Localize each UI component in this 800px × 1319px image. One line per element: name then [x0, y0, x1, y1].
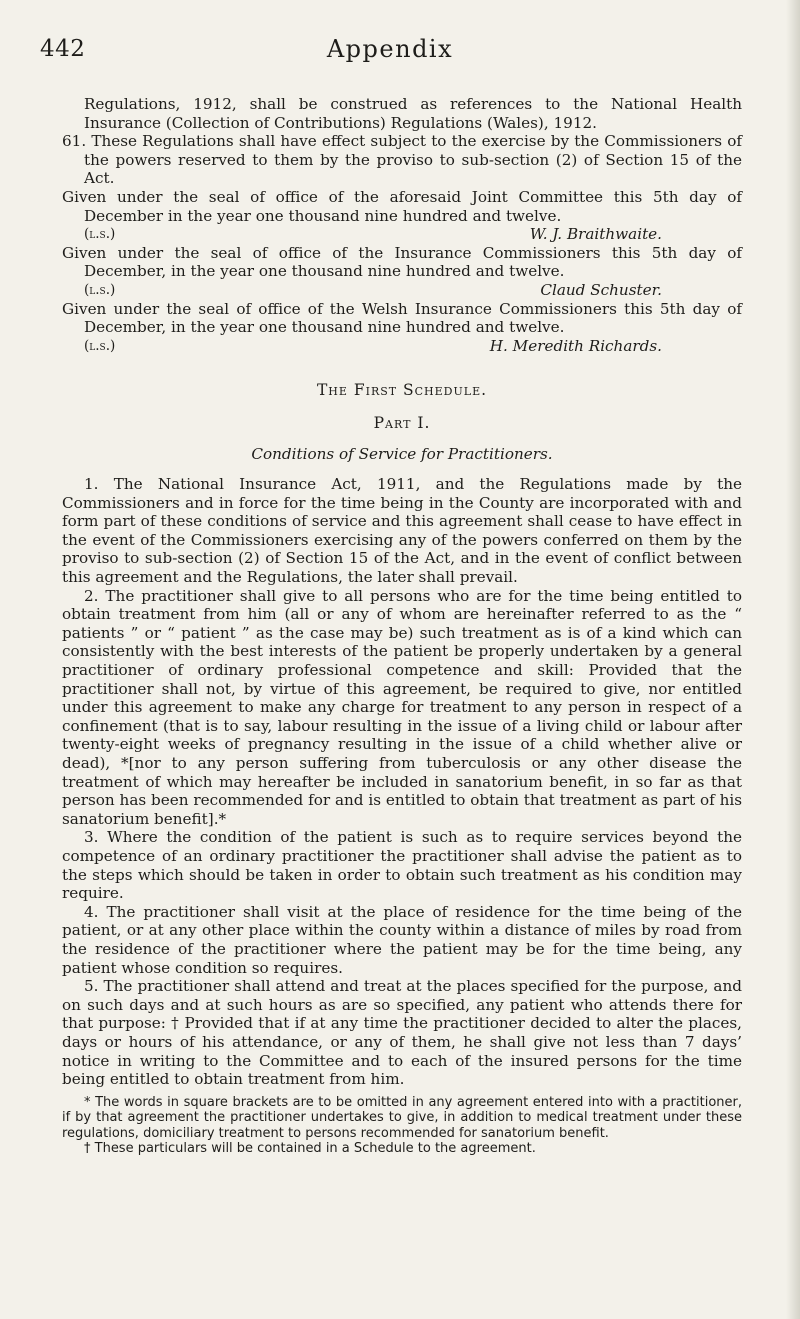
running-title: Appendix: [326, 35, 454, 63]
seal-mark: (l.s.): [84, 226, 116, 243]
seal-mark: (l.s.): [84, 281, 116, 298]
footnote-asterisk: * The words in square brackets are to be omitted in any agreement entered into with a practitioner, if by that agreement the practitioner undertakes to give, in addition to medical treatment under these regulations, domiciliary treatment to persons recommended for sanatorium benefit.: [62, 1094, 742, 1141]
given-welsh-commissioners: Given under the seal of office of the Welsh Insurance Commissioners this 5th day of December, in the year one thousand nine hundred and twelve.: [62, 299, 742, 337]
page-number: 442: [40, 36, 86, 62]
signature-richards: H. Meredith Richards.: [489, 336, 662, 355]
signature-braithwaite: W. J. Braithwaite.: [529, 225, 662, 244]
clause-4: 4. The practitioner shall visit at the place of residence for the time being of the patient, or at any other place within the county within a distance of miles by road from the residence of the practitioner where the patient may be for the time being, any patient whose condition so requires.: [62, 902, 742, 977]
regulation-61: 61. These Regulations shall have effect subject to the exercise by the Commissioners of the powers reserved to them by the proviso to sub-section (2) of Section 15 of the Act.: [62, 132, 742, 188]
page-header: [40, 30, 740, 70]
clause-2: 2. The practitioner shall give to all persons who are for the time being entitled to obtain treatment from him (all or any of whom are hereinafter referred to as the “ patients ” or “ patient ” as the case may be) such treatment as is of a kind which can consistently with the best interests of the patient be properly undertaken by a general practitioner of ordinary professional competence and skill: Provided that the practitioner shall not, by virtue of this agreement, be required to give, nor entitled under this agreement to make any charge for treatment to any person in respect of a confinement (that is to say, labour resulting in the issue of a living child or labour after twenty-eight weeks of pregnancy resulting in the issue of a child whether alive or dead), *[nor to any person suffering from tuberculosis or any other disease the treatment of which may hereafter be included in sanatorium benefit, in so far as that person has been recommended for and is entitled to obtain that treatment as part of his sanatorium benefit].*: [62, 586, 742, 828]
clause-1: 1. The National Insurance Act, 1911, and the Regulations made by the Commissioners and in force for the time being in the County are incorporated with and form part of these conditions of service and this agreement shall cease to have effect in the event of the Commissioners exercising any of the powers conferred on them by the proviso to sub-section (2) of Section 15 of the Act, and in the event of conflict between this agreement and the Regulations, the later shall prevail.: [62, 475, 742, 587]
given-joint-committee: Given under the seal of office of the aforesaid Joint Committee this 5th day of December in the year one thousand nine hundred and twelve.: [62, 187, 742, 225]
signature-line-3: [62, 337, 742, 356]
seal-mark: (l.s.): [84, 337, 116, 354]
schedule-title: The First Schedule.: [316, 381, 488, 400]
clause-3: 3. Where the condition of the patient is such as to require services beyond the competence of an ordinary practitioner the practitioner shall advise the patient as to the steps which should be taken in order to obtain such treatment as his condition may require.: [62, 828, 742, 903]
signature-line-2: [62, 281, 742, 300]
clause-5: 5. The practitioner shall attend and treat at the places specified for the purpose, and on such days and at such hours as are so specified, any patient who attends there for that purpose: † Provided that if at any time the practitioner decided to alter the places, days or hours of his attendance, or any of them, he shall give not less than 7 days’ notice in writing to the Committee and to each of the insured persons for the time being entitled to obtain treatment from him.: [62, 977, 742, 1089]
regulations-continuation: Regulations, 1912, shall be construed as references to the National Health Insurance (Collection of Contributions) Regulations (Wales), 1912.: [84, 95, 742, 132]
given-insurance-commissioners: Given under the seal of office of the Insurance Commissioners this 5th day of December, in the year one thousand nine hundred and twelve.: [62, 243, 742, 281]
page-edge-shadow: [786, 0, 800, 1319]
part-heading: Part I.: [373, 413, 431, 432]
conditions-heading: Conditions of Service for Practitioners.: [251, 444, 553, 463]
signature-line-1: [62, 225, 742, 244]
signature-schuster: Claud Schuster.: [540, 280, 662, 299]
footnote-dagger: † These particulars will be contained in a Schedule to the agreement.: [84, 1141, 536, 1157]
page-body: [62, 95, 742, 1157]
